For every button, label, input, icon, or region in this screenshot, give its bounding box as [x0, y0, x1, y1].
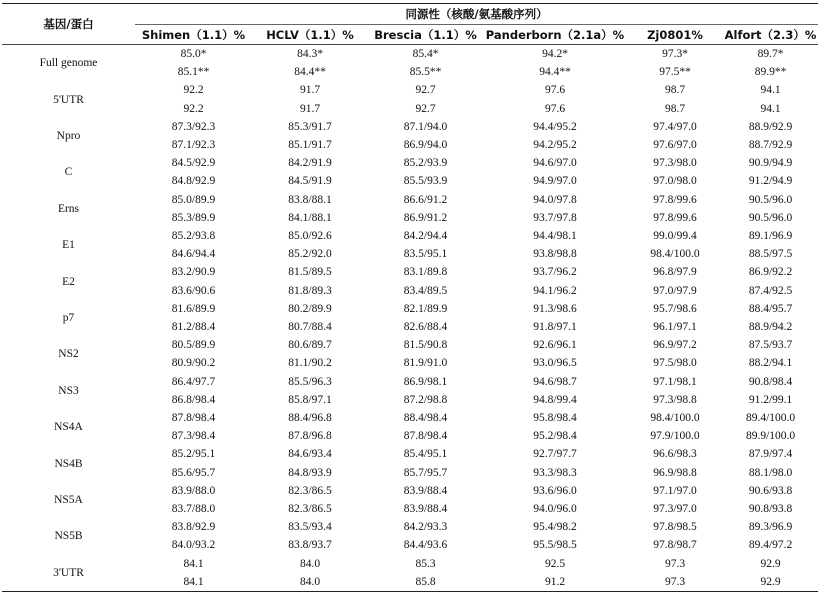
- identity-value-cell: 95.4/98.2: [533, 521, 577, 534]
- identity-value-cell: 88.9/92.9: [748, 120, 793, 133]
- identity-value-cell: 91.2/99.1: [748, 393, 793, 406]
- identity-value-cell: 85.2/93.9: [403, 157, 448, 170]
- strain-header: Brescia（1.1）%: [368, 25, 483, 45]
- identity-header: 同源性（核酸/氨基酸序列）: [135, 4, 818, 25]
- identity-value-cell: 85.7/95.7: [403, 466, 448, 479]
- identity-value-cell: 84.6/94.4: [171, 248, 216, 261]
- identity-value-cell: 85.4*: [412, 48, 439, 60]
- identity-value-cell: 93.0/96.5: [533, 357, 577, 370]
- identity-value-cell: 92.7/97.7: [533, 448, 577, 461]
- identity-value-cell: 97.8/98.5: [653, 521, 697, 534]
- strain-header: HCLV（1.1）%: [252, 25, 368, 45]
- identity-value-cell: 97.3/98.0: [653, 157, 697, 170]
- identity-value-cell: 99.0/99.4: [653, 230, 697, 243]
- identity-value-cell: 83.8/93.7: [288, 539, 332, 552]
- identity-value-cell: 91.7: [299, 102, 321, 115]
- identity-value-cell: 97.1/98.1: [653, 375, 697, 388]
- identity-value-cell: 85.3: [415, 557, 436, 570]
- identity-value-cell: 98.7: [664, 102, 686, 115]
- identity-value-cell: 85.0*: [180, 48, 207, 60]
- identity-value-cell: 92.5: [544, 557, 566, 570]
- identity-value-cell: 81.8/89.3: [288, 284, 332, 297]
- identity-value-cell: 94.6/98.7: [533, 375, 577, 388]
- identity-value-cell: 83.9/88.4: [403, 484, 448, 497]
- identity-value-cell: 92.2: [183, 102, 204, 115]
- identity-value-cell: 84.1/88.1: [288, 211, 332, 224]
- identity-value-cell: 84.4**: [294, 66, 326, 79]
- identity-value-cell: 88.4/98.4: [403, 412, 448, 425]
- identity-value-cell: 94.8/99.4: [533, 393, 577, 406]
- identity-value-cell: 87.3/92.3: [171, 120, 216, 133]
- identity-value-cell: 94.6/97.0: [533, 157, 577, 170]
- identity-value-cell: 93.8/98.8: [533, 248, 577, 261]
- identity-value-cell: 96.9/97.2: [653, 339, 697, 352]
- identity-value-cell: 93.7/97.8: [533, 211, 577, 224]
- identity-value-cell: 81.5/90.8: [403, 339, 448, 352]
- identity-value-cell: 88.2/94.1: [748, 357, 793, 370]
- identity-value-cell: 97.9/100.0: [650, 430, 700, 443]
- identity-value-cell: 91.7: [299, 84, 321, 97]
- gene-name-cell: NS5B: [54, 530, 83, 543]
- identity-value-cell: 83.2/90.9: [171, 266, 216, 279]
- identity-value-cell: 85.8/97.1: [288, 393, 332, 406]
- identity-value-cell: 95.5/98.5: [533, 539, 577, 552]
- identity-value-cell: 97.3/97.0: [653, 503, 697, 516]
- identity-value-cell: 94.1/96.2: [533, 284, 577, 297]
- identity-value-cell: 87.8/98.4: [403, 430, 448, 443]
- identity-value-cell: 88.4/95.7: [748, 302, 793, 315]
- identity-value-cell: 94.1: [760, 84, 781, 97]
- identity-value-cell: 83.5/93.4: [288, 521, 332, 534]
- identity-value-cell: 84.8/92.9: [171, 175, 216, 188]
- identity-value-cell: 85.0/89.9: [171, 193, 216, 206]
- identity-value-cell: 88.4/96.8: [288, 412, 332, 425]
- identity-value-cell: 86.9/98.1: [403, 375, 448, 388]
- identity-value-cell: 85.1/91.7: [288, 139, 332, 152]
- gene-name-cell: Full genome: [39, 57, 98, 70]
- identity-value-cell: 89.4/100.0: [745, 412, 796, 425]
- identity-value-cell: 91.8/97.1: [533, 321, 577, 334]
- identity-value-cell: 84.2/93.3: [403, 521, 448, 534]
- table-row: [2, 373, 818, 391]
- identity-value-cell: 89.9/100.0: [745, 430, 796, 443]
- identity-value-cell: 94.4/95.2: [533, 120, 577, 133]
- identity-value-cell: 95.7/98.6: [653, 302, 697, 315]
- table-row: [2, 482, 818, 500]
- table-row: [2, 555, 818, 573]
- identity-value-cell: 83.8/92.9: [171, 521, 216, 534]
- identity-value-cell: 95.8/98.4: [533, 412, 577, 425]
- identity-value-cell: 85.2/93.8: [171, 230, 216, 243]
- identity-value-cell: 82.3/86.5: [288, 484, 332, 497]
- identity-value-cell: 97.6: [544, 84, 566, 97]
- identity-value-cell: 90.5/96.0: [748, 211, 793, 224]
- identity-value-cell: 98.4/100.0: [650, 412, 700, 425]
- identity-value-cell: 83.4/89.5: [403, 284, 448, 297]
- identity-value-cell: 90.8/98.4: [748, 375, 793, 388]
- identity-value-cell: 96.9/98.8: [653, 466, 697, 479]
- identity-value-cell: 90.9/94.9: [748, 157, 793, 170]
- identity-value-cell: 85.2/92.0: [288, 248, 332, 261]
- identity-value-cell: 84.2/94.4: [403, 230, 448, 243]
- identity-value-cell: 94.0/97.8: [533, 193, 577, 206]
- homology-table: [2, 3, 818, 592]
- gene-protein-header: 基因/蛋白: [2, 4, 135, 45]
- gene-name-cell: 5'UTR: [53, 93, 84, 106]
- identity-value-cell: 90.6/93.8: [748, 484, 793, 497]
- identity-value-cell: 92.9: [723, 573, 818, 592]
- identity-value-cell: 86.4/97.7: [171, 375, 216, 388]
- identity-value-cell: 86.6/91.2: [403, 193, 448, 206]
- identity-value-cell: 97.6: [544, 102, 566, 115]
- identity-value-cell: 91.2: [483, 573, 627, 592]
- identity-value-cell: 87.4/92.5: [748, 284, 793, 297]
- identity-value-cell: 97.8/99.6: [653, 211, 697, 224]
- identity-value-cell: 85.5**: [409, 66, 442, 79]
- identity-value-cell: 98.4/100.0: [650, 248, 700, 261]
- table-row: [2, 263, 818, 281]
- identity-value-cell: 84.8/93.9: [288, 466, 332, 479]
- identity-value-cell: 83.8/88.1: [288, 193, 332, 206]
- identity-value-cell: 84.3*: [297, 48, 323, 60]
- identity-value-cell: 80.9/90.2: [171, 357, 216, 370]
- identity-value-cell: 89.4/97.2: [748, 539, 793, 552]
- identity-value-cell: 85.3/91.7: [288, 120, 332, 133]
- identity-value-cell: 80.5/89.9: [171, 339, 216, 352]
- identity-value-cell: 84.5/92.9: [171, 157, 216, 170]
- identity-value-cell: 94.4**: [539, 66, 571, 79]
- gene-name-cell: Erns: [57, 202, 80, 215]
- identity-value-cell: 86.9/92.2: [748, 266, 793, 279]
- identity-value-cell: 96.6/98.3: [653, 448, 697, 461]
- gene-name-cell: NS4B: [54, 457, 83, 470]
- gene-name-cell: NS3: [58, 384, 79, 397]
- identity-value-cell: 97.8/99.6: [653, 193, 697, 206]
- identity-value-cell: 81.2/88.4: [171, 321, 216, 334]
- identity-value-cell: 97.8/98.7: [653, 539, 697, 552]
- identity-value-cell: 97.5/98.0: [653, 357, 697, 370]
- table-row: [2, 518, 818, 536]
- identity-value-cell: 96.8/97.9: [653, 266, 697, 279]
- identity-value-cell: 86.9/94.0: [403, 139, 448, 152]
- identity-value-cell: 97.3: [664, 557, 686, 570]
- identity-value-cell: 83.5/95.1: [403, 248, 448, 261]
- gene-name-cell: NS4A: [54, 421, 83, 434]
- identity-value-cell: 88.5/97.5: [748, 248, 793, 261]
- table-row: [2, 409, 818, 427]
- identity-value-cell: 84.5/91.9: [288, 175, 332, 188]
- identity-value-cell: 85.0/92.6: [288, 230, 332, 243]
- identity-value-cell: 92.2: [183, 84, 204, 97]
- identity-value-cell: 93.6/96.0: [533, 484, 577, 497]
- identity-value-cell: 96.1/97.1: [653, 321, 697, 334]
- identity-value-cell: 89.1/96.9: [748, 230, 793, 243]
- table-row: [2, 191, 818, 209]
- identity-value-cell: 87.9/97.4: [748, 448, 793, 461]
- identity-value-cell: 92.6/96.1: [533, 339, 577, 352]
- identity-value-cell: 97.0/98.0: [653, 175, 697, 188]
- identity-value-cell: 86.8/98.4: [171, 393, 216, 406]
- identity-value-cell: 82.6/88.4: [403, 321, 448, 334]
- identity-value-cell: 97.3: [627, 573, 723, 592]
- identity-value-cell: 81.6/89.9: [171, 302, 216, 315]
- identity-value-cell: 87.5/93.7: [748, 339, 793, 352]
- identity-value-cell: 97.3*: [662, 48, 688, 60]
- table-row: [2, 45, 818, 64]
- identity-value-cell: 93.3/98.3: [533, 466, 577, 479]
- identity-value-cell: 97.6/97.0: [653, 139, 697, 152]
- header-row-1: [2, 4, 818, 25]
- identity-value-cell: 85.1**: [177, 66, 210, 79]
- gene-name-cell: E2: [62, 275, 75, 288]
- identity-value-cell: 90.5/96.0: [748, 193, 793, 206]
- identity-value-cell: 97.0/97.9: [653, 284, 697, 297]
- identity-value-cell: 94.0/96.0: [533, 503, 577, 516]
- identity-value-cell: 84.4/93.6: [403, 539, 448, 552]
- identity-value-cell: 80.7/88.4: [288, 321, 332, 334]
- identity-value-cell: 87.2/98.8: [403, 393, 448, 406]
- identity-value-cell: 88.9/94.2: [748, 321, 793, 334]
- identity-value-cell: 84.2/91.9: [288, 157, 332, 170]
- identity-value-cell: 94.2*: [542, 48, 568, 60]
- identity-value-cell: 93.7/96.2: [533, 266, 577, 279]
- identity-value-cell: 83.1/89.8: [403, 266, 448, 279]
- identity-value-cell: 92.9: [760, 557, 781, 570]
- identity-value-cell: 84.0/93.2: [171, 539, 216, 552]
- identity-value-cell: 91.2/94.9: [748, 175, 793, 188]
- identity-value-cell: 95.2/98.4: [533, 430, 577, 443]
- table-row: [2, 336, 818, 354]
- table-row: [2, 81, 818, 99]
- identity-value-cell: 91.3/98.6: [533, 302, 577, 315]
- table-row: [2, 118, 818, 136]
- identity-value-cell: 84.1: [183, 557, 204, 570]
- table-row: [2, 445, 818, 463]
- table-row: [2, 300, 818, 318]
- identity-value-cell: 81.1/90.2: [288, 357, 332, 370]
- identity-value-cell: 97.5**: [659, 66, 691, 79]
- identity-value-cell: 82.3/86.5: [288, 503, 332, 516]
- identity-value-cell: 84.0: [252, 573, 368, 592]
- identity-value-cell: 84.0: [299, 557, 321, 570]
- identity-value-cell: 97.4/97.0: [653, 120, 697, 133]
- identity-value-cell: 81.5/89.5: [288, 266, 332, 279]
- identity-value-cell: 85.4/95.1: [403, 448, 448, 461]
- identity-value-cell: 85.2/95.1: [171, 448, 216, 461]
- identity-value-cell: 94.1: [760, 102, 781, 115]
- identity-value-cell: 80.2/89.9: [288, 302, 332, 315]
- table-row: [2, 154, 818, 172]
- identity-value-cell: 89.3/96.9: [748, 521, 793, 534]
- table-row: [2, 227, 818, 245]
- identity-value-cell: 85.6/95.7: [171, 466, 216, 479]
- identity-value-cell: 87.8/98.4: [171, 412, 216, 425]
- identity-value-cell: 82.1/89.9: [403, 302, 448, 315]
- identity-value-cell: 97.3/98.8: [653, 393, 697, 406]
- identity-value-cell: 83.6/90.6: [171, 284, 216, 297]
- identity-value-cell: 92.7: [415, 102, 436, 115]
- identity-value-cell: 85.8: [368, 573, 483, 592]
- identity-value-cell: 81.9/91.0: [403, 357, 448, 370]
- gene-name-cell: C: [64, 166, 73, 179]
- identity-value-cell: 87.1/92.3: [171, 139, 216, 152]
- identity-value-cell: 94.9/97.0: [533, 175, 577, 188]
- gene-name-cell: Npro: [56, 129, 81, 142]
- table-body: [2, 45, 818, 592]
- identity-value-cell: 85.5/96.3: [288, 375, 332, 388]
- gene-name-cell: E1: [62, 239, 75, 252]
- identity-value-cell: 89.9**: [754, 66, 787, 79]
- gene-name-cell: NS2: [58, 348, 79, 361]
- strain-header: Shimen（1.1）%: [135, 25, 252, 45]
- identity-value-cell: 85.3/89.9: [171, 211, 216, 224]
- identity-value-cell: 98.7: [664, 84, 686, 97]
- identity-value-cell: 88.1/98.0: [748, 466, 793, 479]
- identity-value-cell: 87.3/98.4: [171, 430, 216, 443]
- strain-header: Panderborn（2.1a）%: [483, 25, 627, 45]
- identity-value-cell: 80.6/89.7: [288, 339, 332, 352]
- identity-value-cell: 84.6/93.4: [288, 448, 332, 461]
- identity-value-cell: 87.8/96.8: [288, 430, 332, 443]
- identity-value-cell: 83.7/88.0: [171, 503, 216, 516]
- identity-value-cell: 92.7: [415, 84, 436, 97]
- identity-value-cell: 90.8/93.8: [748, 503, 793, 516]
- identity-value-cell: 86.9/91.2: [403, 211, 448, 224]
- identity-value-cell: 83.9/88.4: [403, 503, 448, 516]
- identity-value-cell: 87.1/94.0: [403, 120, 448, 133]
- identity-value-cell: 83.9/88.0: [171, 484, 216, 497]
- identity-value-cell: 84.1: [135, 573, 252, 592]
- identity-value-cell: 97.1/97.0: [653, 484, 697, 497]
- strain-header: Alfort（2.3）%: [723, 25, 818, 45]
- gene-name-cell: NS5A: [54, 493, 83, 506]
- identity-value-cell: 94.2/95.2: [533, 139, 577, 152]
- gene-name-cell: 3'UTR: [2, 555, 135, 592]
- identity-value-cell: 88.7/92.9: [748, 139, 793, 152]
- identity-value-cell: 89.7*: [757, 48, 784, 60]
- identity-value-cell: 94.4/98.1: [533, 230, 577, 243]
- gene-name-cell: p7: [62, 311, 75, 324]
- identity-value-cell: 85.5/93.9: [403, 175, 448, 188]
- strain-header: Zj0801%: [627, 25, 723, 45]
